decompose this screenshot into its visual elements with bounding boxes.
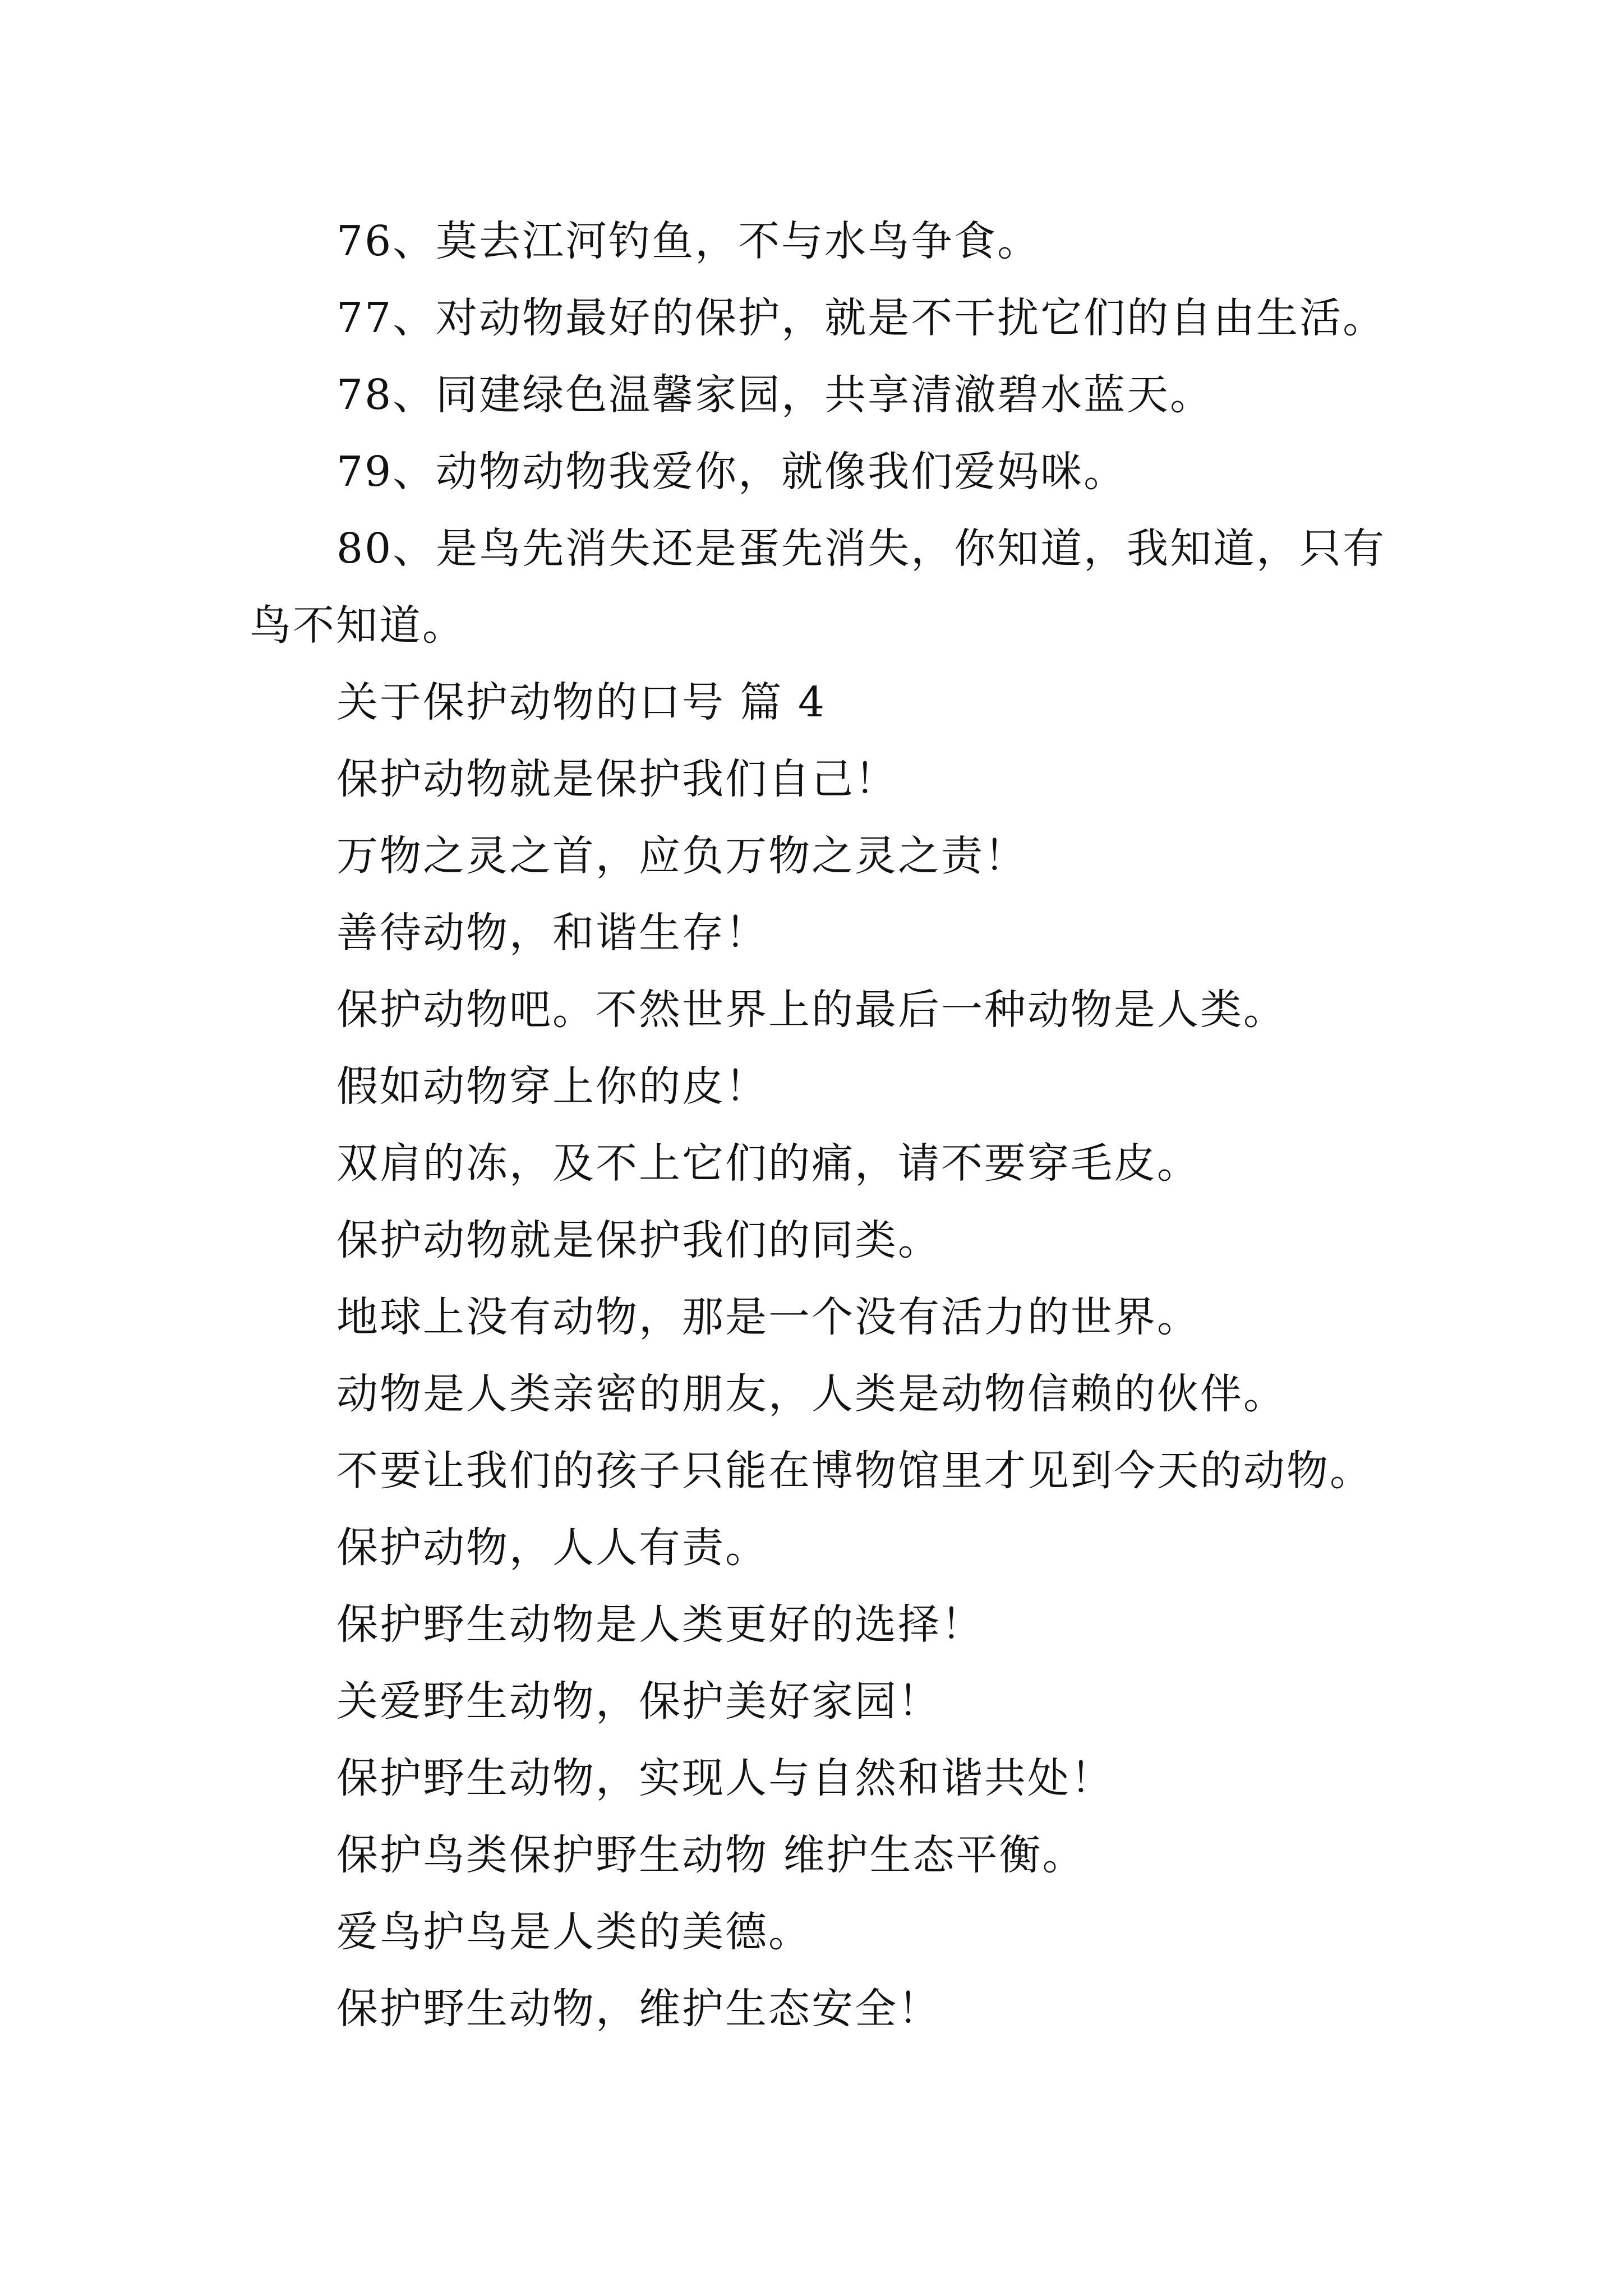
section-heading: 关于保护动物的口号 篇 4 bbox=[336, 678, 827, 726]
slogan-line: 保护野生动物是人类更好的选择！ bbox=[336, 1600, 984, 1649]
slogan-line: 保护野生动物，维护生态安全！ bbox=[336, 1985, 941, 2033]
slogan-78: 78、同建绿色温馨家园，共享清澈碧水蓝天。 bbox=[336, 371, 1214, 419]
slogan-80-continuation: 鸟不知道。 bbox=[250, 601, 465, 650]
slogan-80: 80、是鸟先消失还是蛋先消失，你知道，我知道，只有 bbox=[336, 524, 1386, 573]
slogan-76: 76、莫去江河钓鱼，不与水鸟争食。 bbox=[336, 217, 1041, 265]
slogan-line: 地球上没有动物，那是一个没有活力的世界。 bbox=[336, 1293, 1200, 1341]
slogan-line: 保护动物就是保护我们的同类。 bbox=[336, 1216, 941, 1264]
slogan-line: 保护动物就是保护我们自己！ bbox=[336, 755, 898, 803]
slogan-79: 79、动物动物我爱你，就像我们爱妈咪。 bbox=[336, 448, 1127, 496]
slogan-line: 善待动物，和谐生存！ bbox=[336, 909, 768, 957]
slogan-line: 万物之灵之首，应负万物之灵之责！ bbox=[336, 832, 1027, 880]
slogan-line: 保护动物吧。不然世界上的最后一种动物是人类。 bbox=[336, 986, 1287, 1034]
slogan-line: 爱鸟护鸟是人类的美德。 bbox=[336, 1908, 811, 1956]
slogan-line: 双肩的冻，及不上它们的痛，请不要穿毛皮。 bbox=[336, 1139, 1200, 1188]
slogan-line: 关爱野生动物，保护美好家园！ bbox=[336, 1677, 941, 1726]
slogan-77: 77、对动物最好的保护，就是不干扰它们的自由生活。 bbox=[336, 294, 1386, 342]
slogan-line: 保护动物，人人有责。 bbox=[336, 1524, 768, 1572]
slogan-line: 假如动物穿上你的皮！ bbox=[336, 1062, 768, 1111]
slogan-line: 保护鸟类保护野生动物 维护生态平衡。 bbox=[336, 1831, 1086, 1879]
slogan-line: 不要让我们的孩子只能在博物馆里才见到今天的动物。 bbox=[336, 1447, 1373, 1495]
slogan-line: 动物是人类亲密的朋友，人类是动物信赖的伙伴。 bbox=[336, 1370, 1287, 1418]
slogan-line: 保护野生动物，实现人与自然和谐共处！ bbox=[336, 1754, 1114, 1802]
